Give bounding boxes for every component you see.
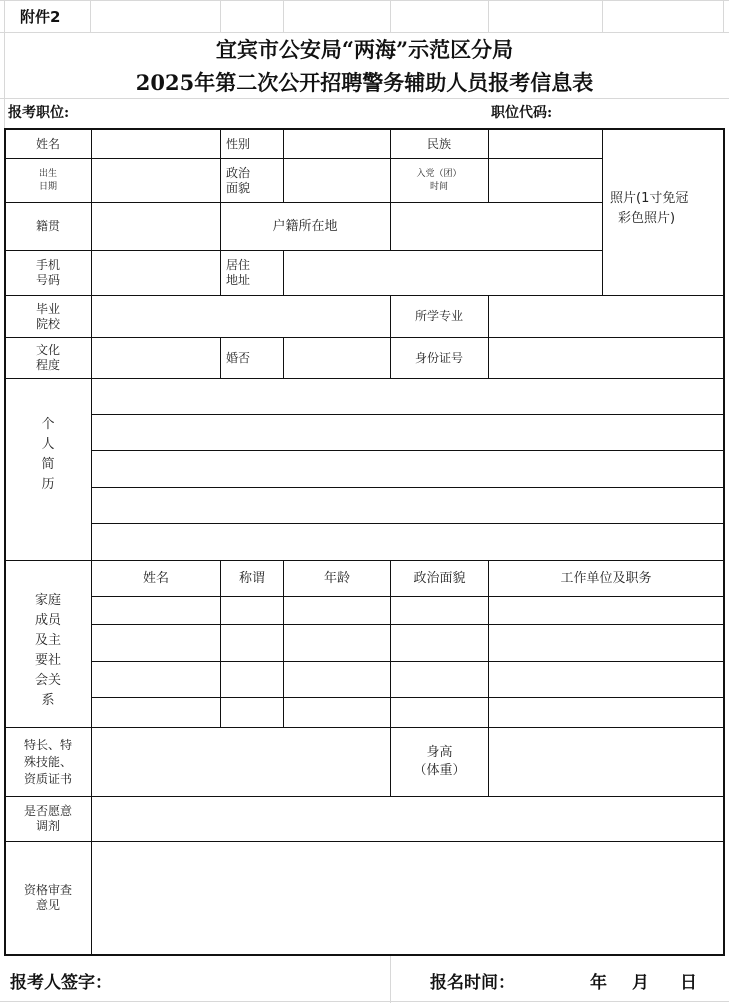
label-party — [390, 159, 488, 202]
hline — [5, 250, 602, 251]
family-char: 家庭 — [34, 593, 61, 608]
label-birth — [5, 159, 91, 202]
hline — [91, 596, 724, 597]
vline — [488, 295, 489, 378]
date-label: 报名时间： — [430, 973, 515, 993]
vline — [390, 202, 391, 250]
grid-col — [488, 0, 489, 32]
hline — [91, 697, 724, 698]
table-top-border — [4, 128, 725, 130]
label-school-line2: 院校 — [35, 316, 60, 331]
title-line1: 宜宾市公安局“两海”示范区分局 — [215, 37, 514, 62]
family-header-political: 政治面貌 — [413, 571, 466, 586]
hline — [91, 661, 724, 662]
label-skills-line3: 资质证书 — [23, 771, 72, 786]
family-header-relation: 称谓 — [238, 571, 265, 586]
label-phone — [5, 251, 91, 295]
label-major: 所学专业 — [414, 309, 463, 323]
resume-char: 简 — [41, 456, 55, 472]
label-native-place: 籍贯 — [35, 219, 60, 233]
family-char: 系 — [41, 693, 55, 708]
label-education — [5, 338, 91, 378]
label-family — [5, 561, 91, 727]
label-address-line1: 居住 — [226, 258, 251, 272]
vline — [91, 129, 92, 955]
label-adjust-line2: 调剂 — [35, 819, 60, 833]
grid-row2 — [0, 98, 729, 99]
hline — [91, 414, 724, 415]
vline — [283, 250, 284, 295]
label-marital: 婚否 — [226, 350, 251, 365]
hline — [5, 295, 724, 296]
grid-col — [602, 0, 603, 32]
vline — [283, 129, 284, 202]
date-year: 年 — [590, 973, 607, 993]
hline — [5, 796, 724, 797]
label-education-line2: 程度 — [35, 358, 60, 372]
label-adjust — [5, 797, 91, 841]
title-line2: 2025年第二次公开招聘警务辅助人员报考信息表 — [135, 70, 594, 95]
label-review — [5, 842, 91, 954]
grid-col — [220, 0, 221, 32]
label-education-line1: 文化 — [35, 343, 60, 357]
photo-label-line1: 照片(1寸免冠 — [610, 191, 689, 206]
hline — [5, 158, 602, 159]
family-char: 会关 — [34, 673, 61, 688]
label-id-number: 身份证号 — [414, 350, 463, 365]
label-school — [5, 296, 91, 337]
resume-char: 个 — [41, 416, 55, 432]
label-address — [220, 251, 283, 295]
grid-col — [723, 0, 724, 32]
family-header-work: 工作单位及职务 — [560, 571, 652, 586]
photo-area[interactable] — [603, 159, 723, 295]
grid-col — [4, 0, 5, 128]
photo-label-line2: 彩色照片) — [618, 211, 676, 226]
label-household: 户籍所在地 — [272, 219, 338, 234]
label-party-line2: 时间 — [429, 181, 448, 192]
grid-col — [90, 0, 91, 32]
label-address-line2: 地址 — [226, 273, 251, 287]
resume-char: 人 — [41, 436, 55, 452]
label-review-line2: 意见 — [35, 898, 60, 912]
attachment-label: 附件2 — [20, 8, 61, 26]
label-height-line2: （体重） — [413, 763, 466, 778]
label-birth-line2: 日期 — [38, 181, 57, 192]
hline — [5, 378, 724, 379]
label-name: 姓名 — [35, 136, 60, 151]
hline — [91, 487, 724, 488]
hline — [91, 450, 724, 451]
date-day: 日 — [680, 973, 697, 993]
signature-label: 报考人签字： — [10, 973, 112, 993]
label-skills-line2: 殊技能、 — [23, 754, 72, 769]
grid-bottom — [0, 1001, 729, 1002]
label-gender: 性别 — [226, 136, 251, 151]
grid-col — [390, 0, 391, 32]
label-political-line2: 面貌 — [226, 180, 251, 195]
label-school-line1: 毕业 — [35, 301, 60, 316]
vline — [283, 337, 284, 378]
family-char: 及主 — [34, 633, 61, 648]
grid-col — [390, 956, 391, 1003]
grid-top — [0, 0, 729, 1]
label-ethnicity: 民族 — [426, 136, 451, 151]
label-height — [391, 728, 488, 796]
label-height-line1: 身高 — [426, 745, 453, 760]
label-skills-line1: 特长、特 — [23, 737, 72, 752]
position-code-label: 职位代码: — [491, 105, 553, 121]
label-review-line1: 资格审查 — [23, 883, 72, 897]
label-party-line1: 入党（团） — [416, 168, 462, 179]
table-bottom-border — [4, 954, 725, 956]
label-political — [220, 159, 283, 202]
date-month: 月 — [632, 973, 649, 993]
hline — [5, 841, 724, 842]
hline — [5, 337, 724, 338]
family-char: 成员 — [34, 613, 61, 628]
family-header-name: 姓名 — [142, 571, 169, 586]
vline — [488, 129, 489, 202]
grid-col — [283, 0, 284, 32]
label-political-line1: 政治 — [226, 165, 251, 180]
hline — [91, 523, 724, 524]
family-header-age: 年龄 — [323, 571, 350, 586]
family-char: 要社 — [34, 653, 61, 668]
grid-row1 — [0, 32, 729, 33]
hline — [5, 727, 724, 728]
label-resume — [5, 379, 91, 560]
resume-char: 历 — [41, 476, 55, 492]
position-label: 报考职位: — [8, 105, 70, 121]
label-birth-line1: 出生 — [38, 168, 57, 179]
table-right-border — [723, 128, 725, 956]
label-phone-line2: 号码 — [35, 273, 60, 287]
label-adjust-line1: 是否愿意 — [23, 804, 72, 818]
label-skills — [5, 728, 91, 796]
label-phone-line1: 手机 — [35, 258, 60, 272]
hline — [91, 624, 724, 625]
